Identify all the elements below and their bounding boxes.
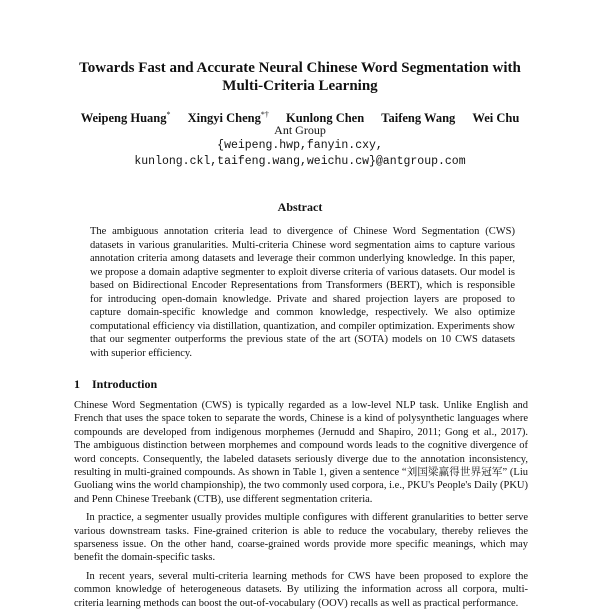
abstract-heading: Abstract <box>277 200 323 214</box>
author-mark: *† <box>260 110 269 119</box>
section-number: 1 <box>74 377 80 391</box>
introduction-body <box>74 399 528 615</box>
paper-title <box>60 59 540 95</box>
abstract-text: The ambiguous annotation criteria lead to divergence of Chinese Word Segmentation (CWS) datasets in various granularities. Multi-criteria Chinese word segmentation aims to capture various annotation criteria among datasets and leverage their common underlying knowledge. In this paper, we propose a domain adaptive segmenter to exploit diverse criteria of various datasets. Our model is based on Bidirectional Encoder Representations from Transformers (BERT), which is responsible for introducing open-domain knowledge. Private and shared projection layers are proposed to capture domain-specific knowledge and common knowledge, respectively. We also optimize computational efficiency via distillation, quantization, and compiler optimization. Experiments show that our segmenter outperforms the previous state of the art (SOTA) models on 10 CWS datasets with superior efficiency. <box>90 226 515 359</box>
paragraph: Chinese Word Segmentation (CWS) is typically regarded as a low-level NLP task. Unlike English and French that uses the space token to separate the words, Chinese is a kind of polysynthetic languages where compounds are developed from indigenous morphemes (Jernudd and Shapiro, 2011; Gong et al., 2017). The ambiguous distinction between morphemes and compound words leads to the cognitive divergence of word concepts. Consequently, the labeled datasets seriously diverge due to the annotation inconsistency, resulting in multi-grained compounds. As shown in Table 1, given a sentence “刘国梁赢得世界冠军” (Liu Guoliang wins the world championship), the two commonly used corpora, i.e., PKU's People's Daily (PKU) and Penn Chinese Treebank (CTB), use different segmentation criteria. <box>74 400 528 505</box>
title-line-2: Multi-Criteria Learning <box>222 78 378 94</box>
author-name: Taifeng Wang <box>381 111 456 126</box>
paragraph: In recent years, several multi-criteria learning methods for CWS have been proposed to explore the common knowledge of heterogeneous datasets. By utilizing the information across all corpora, multi-criteria learning methods can boost the out-of-vocabulary (OOV) recalls as well as practical performance. <box>74 570 528 609</box>
section-heading <box>74 377 157 391</box>
email-line-1: {weipeng.hwp,fanyin.cxy, <box>217 139 383 152</box>
paragraph: In practice, a segmenter usually provides multiple configures with different granularities to better serve various downstream tasks. Fine-grained criterion is able to reduce the vocabulary, thereby relieves the sparseness issue. On the other hand, coarse-grained words provide more specific meanings, which may benefit the domain-specific tasks. <box>74 512 528 564</box>
author-name: Wei Chu <box>472 111 520 126</box>
author-name: Kunlong Chen <box>286 111 365 126</box>
author-name: Xingyi Cheng <box>187 111 261 126</box>
affiliation: Ant Group <box>274 123 326 137</box>
title-line-1: Towards Fast and Accurate Neural Chinese Word Segmentation with <box>79 60 521 76</box>
section-title: Introduction <box>92 377 158 391</box>
author-name: Weipeng Huang <box>80 111 167 126</box>
email-line-2: kunlong.ckl,taifeng.wang,weichu.cw}@antgroup.com <box>134 155 466 168</box>
author-mark: * <box>166 110 171 119</box>
author-emails <box>60 138 540 170</box>
